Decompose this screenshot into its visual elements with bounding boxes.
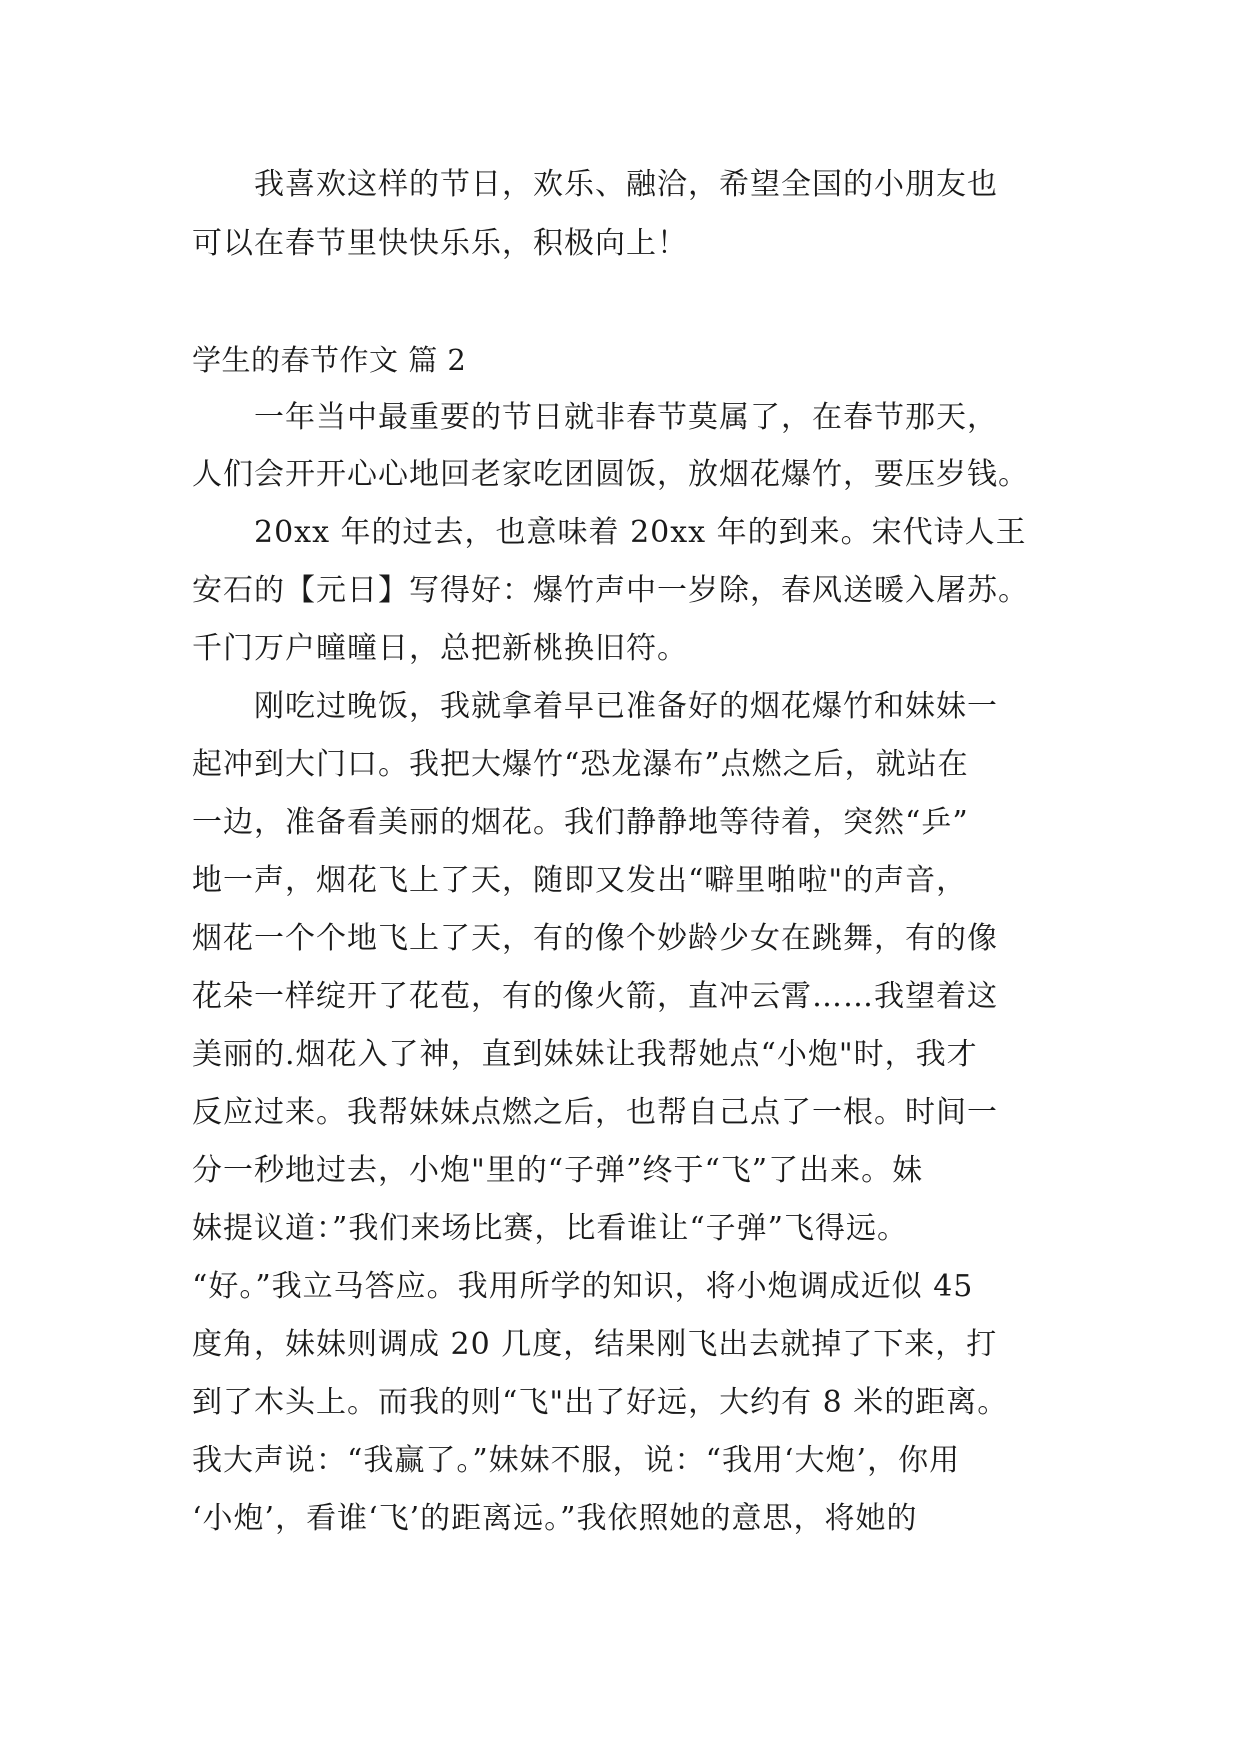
paragraph-2-line-1: 一年当中最重要的节日就非春节莫属了，在春节那天， <box>192 400 998 435</box>
paragraph-1-line-1: 我喜欢这样的节日，欢乐、融洽，希望全国的小朋友也 <box>192 167 998 202</box>
paragraph-4-line-4: 地一声，烟花飞上了天，随即又发出“噼里啪啦"的声音， <box>192 863 968 898</box>
paragraph-3-line-1: 20xx 年的过去，也意味着 20xx 年的到来。宋代诗人王 <box>192 515 1027 550</box>
section-title: 学生的春节作文 篇 2 <box>192 343 467 377</box>
paragraph-4-line-9: 分一秒地过去，小炮"里的“子弹”终于“飞”了出来。妹 <box>192 1153 924 1188</box>
paragraph-4-line-3: 一边，准备看美丽的烟花。我们静静地等待着，突然“乒” <box>192 805 969 840</box>
paragraph-1-line-2: 可以在春节里快快乐乐，积极向上！ <box>192 226 688 261</box>
paragraph-4-line-1: 刚吃过晚饭，我就拿着早已准备好的烟花爆竹和妹妹一 <box>192 689 998 724</box>
paragraph-3-line-3: 千门万户曈曈日，总把新桃换旧符。 <box>192 631 688 666</box>
paragraph-4-line-6: 花朵一样绽开了花苞，有的像火箭，直冲云霄……我望着这 <box>192 979 998 1014</box>
paragraph-2-line-2: 人们会开开心心地回老家吃团圆饭，放烟花爆竹，要压岁钱。 <box>192 457 1029 492</box>
paragraph-4-line-8: 反应过来。我帮妹妹点燃之后，也帮自己点了一根。时间一 <box>192 1095 998 1130</box>
paragraph-3-line-2: 安石的【元日】写得好：爆竹声中一岁除，春风送暖入屠苏。 <box>192 573 1029 608</box>
paragraph-4-line-10: 妹提议道：”我们来场比赛，比看谁让“子弹”飞得远。 <box>192 1211 909 1246</box>
paragraph-4-line-11: “好。”我立马答应。我用所学的知识，将小炮调成近似 45 <box>192 1269 974 1304</box>
paragraph-4-line-13: 到了木头上。而我的则“飞"出了好远，大约有 8 米的距离。 <box>192 1385 1009 1420</box>
paragraph-4-line-7: 美丽的.烟花入了神，直到妹妹让我帮她点“小炮"时，我才 <box>192 1037 978 1072</box>
paragraph-4-line-5: 烟花一个个地飞上了天，有的像个妙龄少女在跳舞，有的像 <box>192 921 998 956</box>
paragraph-4-line-15: ‘小炮’，看谁‘飞’的距离远。”我依照她的意思，将她的 <box>192 1501 918 1536</box>
paragraph-4-line-12: 度角，妹妹则调成 20 几度，结果刚飞出去就掉了下来，打 <box>192 1327 998 1362</box>
paragraph-4-line-14: 我大声说：“我赢了。”妹妹不服，说：“我用‘大炮’，你用 <box>192 1443 961 1478</box>
paragraph-4-line-2: 起冲到大门口。我把大爆竹“恐龙瀑布”点燃之后，就站在 <box>192 747 969 782</box>
